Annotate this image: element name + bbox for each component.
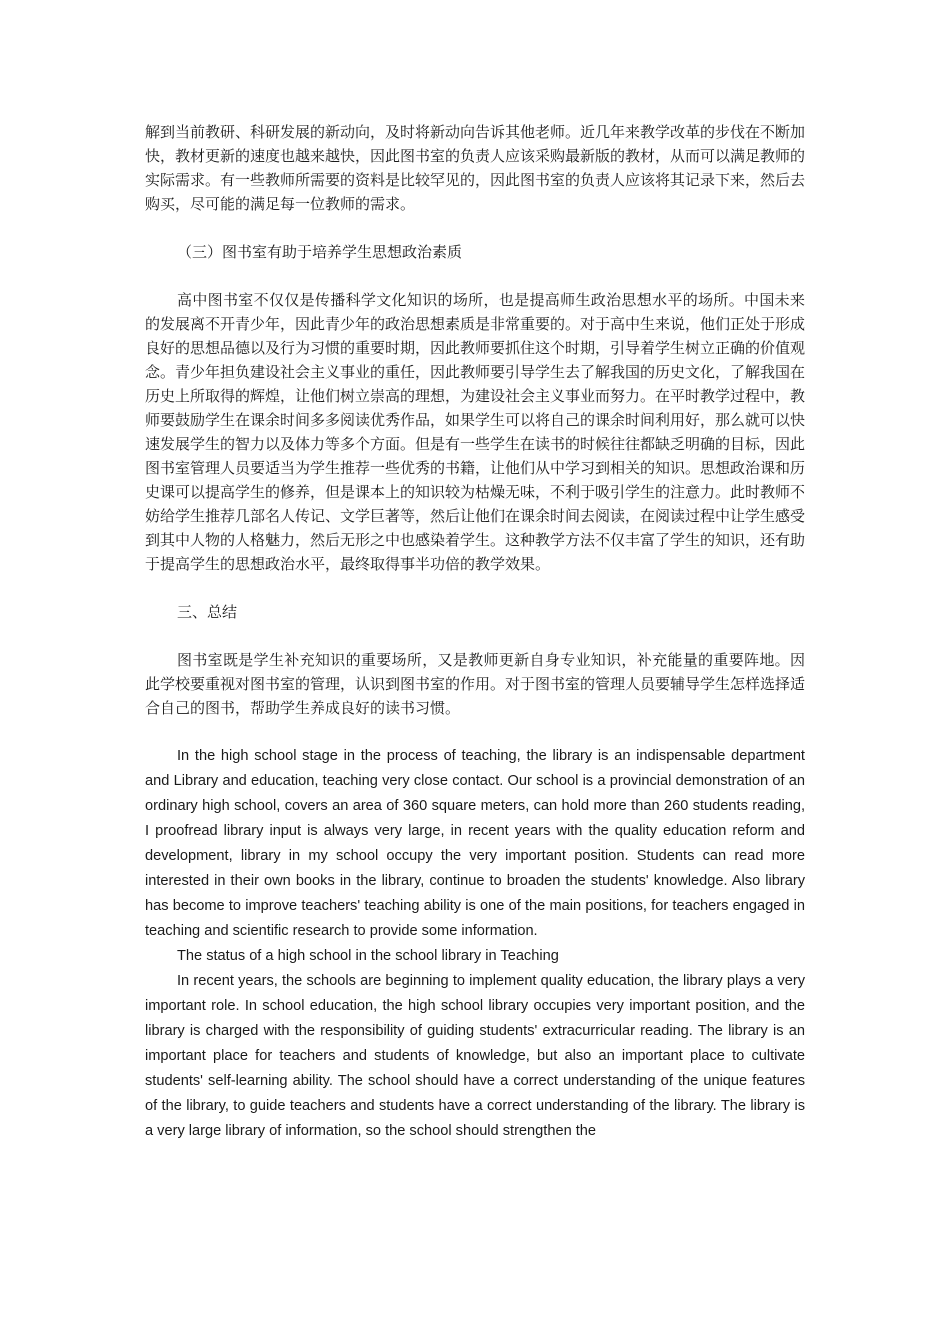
conclusion-heading: 三、总结 xyxy=(177,603,238,621)
continuation-paragraph: 解到当前教研、科研发展的新动向，及时将新动向告诉其他老师。近几年来教学改革的步伐在不断加快，教材更新的速度也越来越快，因此图书室的负责人应该采购最新版的教材，从而可以满足教师的实际需求。有一些教师所需要的资料是比较罕见的，因此图书室的负责人应该将其记录下来，然后去购买，尽可能的满足每一位教师的需求。 xyxy=(145,123,806,213)
abstract-en-paragraph: In the high school stage in the process of teaching, the library is an indispensable department and Library and education, teaching very close contact. Our school is a provincial demonstration of an ordinary high school, covers an area of 360 square meters, can hold more than 260 students reading, I proofread library input is always very large, in recent years with the quality education reform and development, library in my school occupy the very important position. Students can read more interested in their own books in the library, continue to broaden the students' knowledge. Also library has become to improve teachers' teaching ability is one of the main positions, for teachers engaged in teaching and scientific research to provide some information. xyxy=(145,748,805,939)
section-3-paragraph: 高中图书室不仅仅是传播科学文化知识的场所，也是提高师生政治思想水平的场所。中国未来的发展离不开青少年，因此青少年的政治思想素质是非常重要的。对于高中生来说，他们正处于形成良好的思想品德以及行为习惯的重要时期，因此教师要抓住这个时期，引导着学生树立正确的价值观念。青少年担负建设社会主义事业的重任，因此教师要引导学生去了解我国的历史文化，了解我国在历史上所取得的辉煌，让他们树立崇高的理想，为建设社会主义事业而努力。在平时教学过程中，教师要鼓励学生在课余时间多多阅读优秀作品，如果学生可以将自己的课余时间利用好，那么就可以快速发展学生的智力以及体力等多个方面。但是有一些学生在读书的时候往往都缺乏明确的目标，因此图书室管理人员要适当为学生推荐一些优秀的书籍，让他们从中学习到相关的知识。思想政治课和历史课可以提高学生的修养，但是课本上的知识较为枯燥无味，不利于吸引学生的注意力。此时教师不妨给学生推荐几部名人传记、文学巨著等，然后让他们在课余时间去阅读，在阅读过程中让学生感受到其中人物的人格魅力，然后无形之中也感染着学生。这种教学方法不仅丰富了学生的知识，还有助于提高学生的思想政治水平，最终取得事半功倍的教学效果。 xyxy=(145,291,806,573)
spacer xyxy=(145,720,805,744)
section-3-heading: （三）图书室有助于培养学生思想政治素质 xyxy=(177,243,463,261)
spacer xyxy=(145,216,805,240)
spacer xyxy=(145,264,805,288)
en-body-paragraph: In recent years, the schools are beginning to implement quality education, the library plays a very important role. In school education, the high school library occupies very important position, and the library is charged with the responsibility of guiding students' extracurricular reading. The library is an important place for teachers and students of knowledge, but also an important place to cultivate students' self-learning ability. The school should have a correct understanding of the unique features of the library, to guide teachers and students have a correct understanding of the library. The library is a very large library of information, so the school should strengthen the xyxy=(145,973,805,1139)
document-page xyxy=(145,120,805,1144)
spacer xyxy=(145,624,805,648)
conclusion-paragraph: 图书室既是学生补充知识的重要场所，又是教师更新自身专业知识，补充能量的重要阵地。因此学校要重视对图书室的管理，认识到图书室的作用。对于图书室的管理人员要辅导学生怎样选择适合自己的图书，帮助学生养成良好的读书习惯。 xyxy=(145,651,806,717)
en-subheading: The status of a high school in the school library in Teaching xyxy=(177,948,559,964)
spacer xyxy=(145,576,805,600)
